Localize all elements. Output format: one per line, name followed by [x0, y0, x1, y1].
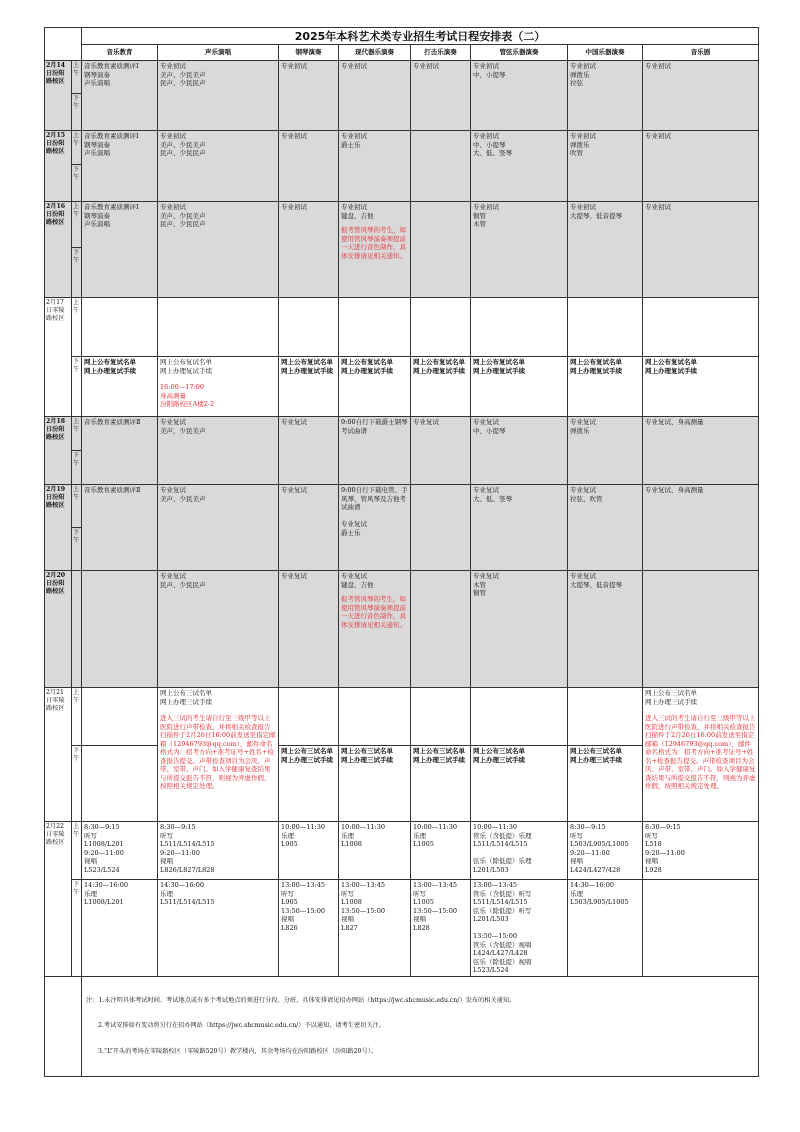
half-label-am: 上午: [72, 298, 82, 357]
schedule-cell: 专业初试: [339, 61, 411, 131]
third-round-notice: 进入三试的考生请自行至三级甲等以上医院进行声带检查，并将相关检查报告扫描件于2月26日16:00前发送至指定邮箱（12946793@qq.com），邮件命名格式为：招考方向+准考证号+姓名+检查报告提交。声带检查项目为会厌、声带、室带、声门。如入学健康复查结果与所提交报告不符，则视为弄虚作假，按照相关规定处理。: [160, 714, 276, 790]
schedule-cell: 专业初试 铜管 木管: [471, 202, 568, 298]
schedule-cell: 网上公布复试名单 网上办理复试手续: [82, 357, 158, 417]
schedule-cell: 10:00—11:30 乐理 L905: [279, 822, 339, 880]
half-label-am: 上午: [72, 822, 82, 880]
schedule-cell: 专业复试: [411, 417, 471, 485]
page-title: 2025年本科艺术类专业招生考试日程安排表（二）: [82, 28, 759, 45]
date-cell: 2月14日汾阳路校区: [45, 61, 72, 131]
schedule-cell: [339, 688, 411, 746]
date-cell: 2月21日零陵路校区: [45, 688, 72, 822]
schedule-cell: 8:30—9:15 听写 L511/L514/L515 9:20—11:00 视唱 L826/L827/L828: [158, 822, 279, 880]
schedule-cell: 13:00—13:45 听写 L905 13:50—15:00 视唱 L826: [279, 880, 339, 977]
schedule-cell: [568, 298, 643, 357]
date-cell: 2月15日汾阳路校区: [45, 131, 72, 202]
schedule-cell: [82, 571, 158, 688]
schedule-cell: 9:00自行下载电管、手风琴、管风琴及吉他考试曲谱 专业复试 爵士乐: [339, 485, 411, 571]
schedule-cell: 13:00—13:45 听写 L1005 13:50—15:00 视唱 L828: [411, 880, 471, 977]
half-label-pm: 下午: [72, 746, 82, 822]
schedule-cell: 专业初试 大提琴、低音提琴: [568, 202, 643, 298]
date-cell: 2月17日零陵路校区: [45, 298, 72, 417]
schedule-cell: [568, 688, 643, 746]
schedule-cell: [339, 202, 411, 298]
half-label-pm: 下午: [72, 248, 82, 298]
schedule-cell: [158, 357, 279, 417]
schedule-cell: 8:30—9:15 听写 L518 9:20—11:00 视唱 L928: [643, 822, 759, 880]
schedule-cell: 专业复试 弹拨乐: [568, 417, 643, 485]
schedule-cell: 14:30—16:00 乐理 L511/L514/L515: [158, 880, 279, 977]
schedule-cell: 13:00—13:45 听写 L1008 13:50—15:00 视唱 L827: [339, 880, 411, 977]
schedule-cell: 专业初试: [411, 61, 471, 131]
schedule-cell: 专业复试: [279, 417, 339, 485]
notes-cell: [82, 976, 759, 1077]
date-cell: 2月19日汾阳路校区: [45, 485, 72, 571]
half-label-am: 上午: [72, 688, 82, 746]
schedule-cell: 专业初试 中、小提琴: [471, 61, 568, 131]
schedule-cell: 音乐教育素质测评Ⅱ: [82, 417, 158, 485]
schedule-cell: [411, 571, 471, 688]
schedule-cell: 专业初试: [643, 202, 759, 298]
schedule-cell: 专业复试 木管 铜管: [471, 571, 568, 688]
organ-notice: 报考管风琴的考生，如使用管风琴演奏须提前一天进行音色制作，具体安排请见相关通知。: [341, 595, 406, 629]
schedule-cell: 专业初试: [279, 61, 339, 131]
schedule-cell: [471, 688, 568, 746]
half-label-am: 上午: [72, 131, 82, 165]
note-2: 2.考试安排如有变动将另行在招办网站（https://jwc.shcmusic.edu.cn/）予以通知，请考生密切关注。: [98, 1022, 385, 1029]
schedule-cell: [158, 298, 279, 357]
schedule-cell: 网上公布三试名单 网上办理三试手续: [471, 746, 568, 822]
half-label-pm: 下午: [72, 528, 82, 571]
schedule-cell: [158, 688, 279, 822]
col-header-musical-theatre: 音乐剧: [643, 45, 759, 61]
schedule-cell: [279, 688, 339, 746]
col-header-orchestral: 管弦乐器演奏: [471, 45, 568, 61]
col-header-vocal: 声乐演唱: [158, 45, 279, 61]
schedule-cell: 14:30—16:00 乐理 L1008/L201: [82, 880, 158, 977]
schedule-cell: 专业复试、身高测量: [643, 417, 759, 485]
schedule-cell: 专业初试 中、小提琴 大、低、竖琴: [471, 131, 568, 202]
schedule-cell: 网上公布复试名单 网上办理复试手续: [471, 357, 568, 417]
half-label-am: 上午: [72, 202, 82, 248]
schedule-cell: 10:00—11:30 乐理 L1008: [339, 822, 411, 880]
schedule-cell: 专业复试、身高测量: [643, 485, 759, 571]
schedule-cell: 网上公布复试名单 网上办理复试手续: [339, 357, 411, 417]
schedule-cell: 音乐教育素质测评Ⅱ: [82, 485, 158, 571]
schedule-cell: 9:00自行下载爵士钢琴考试曲谱: [339, 417, 411, 485]
schedule-cell: [411, 688, 471, 746]
schedule-cell: [411, 298, 471, 357]
date-cell: 2月20日汾阳路校区: [45, 571, 72, 688]
note-1: 注：1.未注明具体考试时间、考试地点或有多个考试地点的须进行分段、分班，具体安排请见招办网站（https://jwc.shcmusic.edu.cn/）发布的相关通知。: [86, 996, 516, 1004]
schedule-cell: 专业初试 爵士乐: [339, 131, 411, 202]
schedule-cell: [411, 485, 471, 571]
col-header-modern-instruments: 现代器乐演奏: [339, 45, 411, 61]
schedule-cell: [82, 688, 158, 746]
schedule-cell: 音乐教育素质测评Ⅰ 钢琴演奏 声乐演唱: [82, 131, 158, 202]
half-label-pm: 下午: [72, 94, 82, 131]
schedule-cell: [643, 571, 759, 688]
schedule-cell: 网上公布复试名单 网上办理复试手续: [411, 357, 471, 417]
schedule-cell: 音乐教育素质测评Ⅰ 钢琴演奏 声乐演唱: [82, 61, 158, 131]
schedule-cell: [471, 298, 568, 357]
schedule-cell: 专业初试: [279, 131, 339, 202]
schedule-cell: 8:30—9:15 听写 L503/L905/L1005 9:20—11:00 视唱 L424/L427/428: [568, 822, 643, 880]
schedule-cell: 专业复试: [279, 485, 339, 571]
schedule-cell: 专业初试: [643, 131, 759, 202]
schedule-cell-text: 专业初试 键盘、吉他: [341, 203, 374, 220]
half-label-blank: [72, 571, 82, 688]
half-label-am: 上午: [72, 61, 82, 94]
half-label-am: 上午: [72, 485, 82, 528]
third-round-head: 网上公布三试名单 网上办理三试手续: [645, 689, 697, 706]
schedule-cell: 音乐教育素质测评Ⅰ 钢琴演奏 声乐演唱: [82, 202, 158, 298]
col-header-music-education: 音乐教育: [82, 45, 158, 61]
corner-cell: [45, 28, 82, 61]
schedule-cell: 8:30—9:15 听写 L1008/L201 9:20—11:00 视唱 L523/L524: [82, 822, 158, 880]
half-label-pm: 下午: [72, 165, 82, 202]
schedule-cell: 10:00—11:30 管乐（含低提）乐理 L511/L514/L515 弦乐（除低提）乐理 L201/L503: [471, 822, 568, 880]
schedule-cell: 专业初试: [643, 61, 759, 131]
schedule-cell: [339, 571, 411, 688]
schedule-cell: 网上公布三试名单 网上办理三试手续: [568, 746, 643, 822]
notes-spacer: [45, 976, 82, 1077]
half-label-pm: 下午: [72, 880, 82, 977]
schedule-cell: 14:30—16:00 乐理 L503/L905/L1005: [568, 880, 643, 977]
schedule-cell: 网上公布复试名单 网上办理复试手续: [568, 357, 643, 417]
half-label-pm: 下午: [72, 451, 82, 485]
schedule-cell: 网上公布三试名单 网上办理三试手续: [411, 746, 471, 822]
schedule-cell: [411, 131, 471, 202]
schedule-cell-text: 网上公布复试名单 网上办理复试手续: [160, 358, 212, 375]
schedule-table: [44, 27, 759, 1077]
organ-notice: 报考管风琴的考生，如使用管风琴演奏须提前一天进行音色制作，具体安排请见相关通知。: [341, 226, 406, 260]
col-header-piano: 钢琴演奏: [279, 45, 339, 61]
schedule-cell: [643, 298, 759, 357]
schedule-cell: [279, 298, 339, 357]
schedule-cell: 专业初试 弹拨乐 吹管: [568, 131, 643, 202]
schedule-cell: 专业复试 大提琴、低音提琴: [568, 571, 643, 688]
half-label-pm: 下午: [72, 357, 82, 417]
date-cell: 2月22日零陵路校区: [45, 822, 72, 977]
schedule-cell: 专业复试 美声、少民美声: [158, 485, 279, 571]
schedule-cell: [643, 880, 759, 977]
third-round-notice: 进入三试的考生请自行至三级甲等以上医院进行声带检查，并将相关检查报告扫描件于2月26日16:00前发送至指定邮箱（12946793@qq.com），邮件命名格式为：招考方向+准考证号+姓名+检查报告提交。声带检查项目为会厌、声带、室带、声门。如入学健康复查结果与所提交报告不符，则视为弄虚作假，按照相关规定处理。: [645, 714, 756, 790]
schedule-cell: 专业复试 中、小提琴: [471, 417, 568, 485]
schedule-cell: [82, 298, 158, 357]
schedule-cell: 网上公布三试名单 网上办理三试手续: [279, 746, 339, 822]
schedule-cell: 专业初试 弹拨乐 拉弦: [568, 61, 643, 131]
schedule-cell: [339, 298, 411, 357]
schedule-cell: 专业初试 美声、少民美声 民声、少民民声: [158, 61, 279, 131]
schedule-sheet: [44, 27, 758, 1077]
schedule-cell-text: 专业复试 键盘、吉他: [341, 572, 374, 589]
schedule-cell: 10:00—11:30 乐理 L1005: [411, 822, 471, 880]
schedule-cell: 专业复试: [279, 571, 339, 688]
col-header-chinese-instruments: 中国乐器演奏: [568, 45, 643, 61]
schedule-cell: 专业复试 大、低、竖琴: [471, 485, 568, 571]
schedule-cell: [643, 688, 759, 822]
schedule-cell: 专业初试 美声、少民美声 民声、少民民声: [158, 202, 279, 298]
schedule-cell: 专业复试 拉弦、吹管: [568, 485, 643, 571]
col-header-percussion: 打击乐演奏: [411, 45, 471, 61]
schedule-cell: 网上公布复试名单 网上办理复试手续: [643, 357, 759, 417]
height-measure-notice: 16:00—17:00 身高测量 汾阳路校区A楼2-2: [160, 383, 215, 408]
schedule-cell: 专业复试 民声、少民民声: [158, 571, 279, 688]
note-3: 3.“L”开头的考场在零陵路校区（零陵路520号）教学楼内，其余考场均在汾阳路校区（汾阳路20号）。: [98, 1047, 377, 1055]
date-cell: 2月16日汾阳路校区: [45, 202, 72, 298]
schedule-cell: 专业复试 美声、少民美声: [158, 417, 279, 485]
schedule-cell: [411, 202, 471, 298]
schedule-cell: 专业初试: [279, 202, 339, 298]
schedule-cell: 13:00—13:45 管乐（含低提）听写 L511/L514/L515 弦乐（除低提）听写 L201/L503 13:50—15:00 管乐（含低提）视唱 L424/L427/L428 弦乐（除低提）视唱 L523/L524: [471, 880, 568, 977]
third-round-head: 网上公布三试名单 网上办理三试手续: [160, 689, 212, 706]
schedule-cell: 网上公布复试名单 网上办理复试手续: [279, 357, 339, 417]
schedule-cell: 网上公布三试名单 网上办理三试手续: [339, 746, 411, 822]
date-cell: 2月18日汾阳路校区: [45, 417, 72, 485]
half-label-am: 上午: [72, 417, 82, 451]
schedule-cell: 专业初试 美声、少民美声 民声、少民民声: [158, 131, 279, 202]
schedule-cell: [82, 746, 158, 822]
